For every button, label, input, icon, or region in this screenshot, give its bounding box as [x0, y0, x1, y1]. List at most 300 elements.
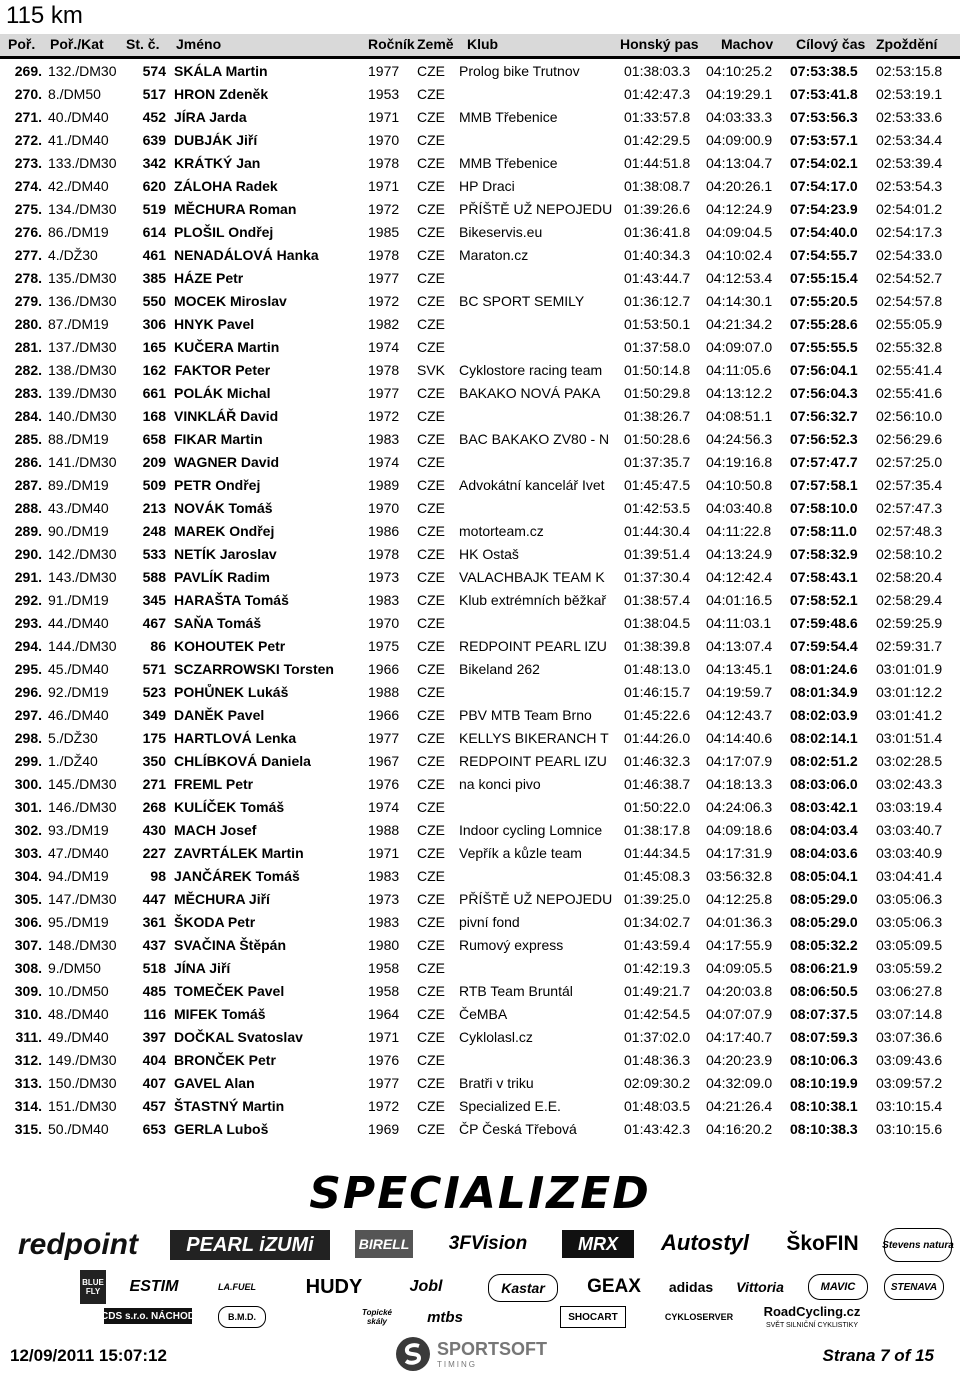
time-behind-cell: 02:53:34.4	[876, 132, 943, 148]
machov-split-cell: 04:14:30.1	[706, 293, 773, 309]
rank-cell: 305.	[14, 891, 42, 907]
category-rank-cell: 92./DM19	[48, 684, 109, 700]
finish-time-cell: 07:56:32.7	[790, 408, 858, 424]
header-zeme: Země	[417, 36, 454, 52]
time-behind-cell: 02:54:52.7	[876, 270, 943, 286]
hp-split-cell: 01:45:08.3	[624, 868, 691, 884]
header-hp: Honský pas	[620, 36, 699, 52]
category-rank-cell: 8./DM50	[48, 86, 101, 102]
country-cell: SVK	[417, 362, 446, 378]
mavic-logo: MAVIC	[808, 1274, 868, 1300]
racer-name-cell: MOCEK Miroslav	[174, 293, 287, 309]
birth-year-cell: 1972	[368, 408, 400, 424]
club-cell: ČeMBA	[459, 1006, 508, 1022]
birth-year-cell: 1970	[368, 500, 400, 516]
machov-split-cell: 04:12:24.9	[706, 201, 773, 217]
hp-split-cell: 01:43:59.4	[624, 937, 691, 953]
category-rank-cell: 40./DM40	[48, 109, 109, 125]
club-cell: PŘÍŠTĚ UŽ NEPOJEDU	[459, 201, 613, 217]
finish-time-cell: 07:56:04.1	[790, 362, 858, 378]
machov-split-cell: 04:17:55.9	[706, 937, 773, 953]
category-rank-cell: 4./DŽ30	[48, 247, 98, 263]
country-cell: CZE	[417, 408, 445, 424]
finish-time-cell: 08:05:29.0	[790, 891, 858, 907]
rank-cell: 304.	[14, 868, 42, 884]
time-behind-cell: 02:57:35.4	[876, 477, 943, 493]
time-behind-cell: 03:05:59.2	[876, 960, 943, 976]
table-row	[0, 129, 960, 152]
racer-name-cell: FIKAR Martin	[174, 431, 263, 447]
country-cell: CZE	[417, 477, 445, 493]
header-machov: Machov	[721, 36, 774, 52]
rank-cell: 314.	[14, 1098, 42, 1114]
topicke-skaly-logo: Topické skály	[362, 1308, 392, 1326]
hp-split-cell: 01:45:22.6	[624, 707, 691, 723]
machov-split-cell: 04:18:13.3	[706, 776, 773, 792]
racer-name-cell: PAVLÍK Radim	[174, 569, 270, 585]
country-cell: CZE	[417, 247, 445, 263]
table-row	[0, 865, 960, 888]
time-behind-cell: 02:53:39.4	[876, 155, 943, 171]
racer-name-cell: SVAČINA Štěpán	[174, 937, 287, 953]
rank-cell: 271.	[14, 109, 42, 125]
category-rank-cell: 5./DŽ30	[48, 730, 98, 746]
country-cell: CZE	[417, 891, 445, 907]
machov-split-cell: 04:08:51.1	[706, 408, 773, 424]
start-number-cell: 518	[142, 960, 166, 976]
rank-cell: 282.	[14, 362, 42, 378]
country-cell: CZE	[417, 661, 445, 677]
birth-year-cell: 1966	[368, 707, 400, 723]
table-row	[0, 612, 960, 635]
table-row	[0, 336, 960, 359]
country-cell: CZE	[417, 86, 445, 102]
hudy-logo: HUDY	[305, 1275, 363, 1298]
start-number-cell: 397	[142, 1029, 166, 1045]
birth-year-cell: 1982	[368, 316, 400, 332]
country-cell: CZE	[417, 132, 445, 148]
time-behind-cell: 02:59:31.7	[876, 638, 943, 654]
finish-time-cell: 08:06:50.5	[790, 983, 858, 999]
country-cell: CZE	[417, 431, 445, 447]
table-row	[0, 1118, 960, 1141]
hp-split-cell: 01:42:54.5	[624, 1006, 691, 1022]
start-number-cell: 350	[142, 753, 166, 769]
time-behind-cell: 03:01:01.9	[876, 661, 943, 677]
birell-logo: BIRELL	[355, 1230, 413, 1258]
racer-name-cell: DUBJÁK Jiří	[174, 132, 258, 148]
start-number-cell: 168	[142, 408, 166, 424]
birth-year-cell: 1972	[368, 201, 400, 217]
pearl-izumi-logo: PEARL iZUMi	[170, 1230, 330, 1260]
machov-split-cell: 04:13:24.9	[706, 546, 773, 562]
club-cell: BAC BAKAKO ZV80 - N	[459, 431, 610, 447]
club-cell: Specialized E.E.	[459, 1098, 561, 1114]
finish-time-cell: 07:53:57.1	[790, 132, 858, 148]
redpoint-logo: redpoint	[18, 1228, 138, 1261]
table-row	[0, 566, 960, 589]
machov-split-cell: 04:13:45.1	[706, 661, 773, 677]
start-number-cell: 509	[142, 477, 166, 493]
hp-split-cell: 01:33:57.8	[624, 109, 691, 125]
hp-split-cell: 01:36:12.7	[624, 293, 691, 309]
rank-cell: 279.	[14, 293, 42, 309]
time-behind-cell: 02:56:29.6	[876, 431, 943, 447]
machov-split-cell: 03:56:32.8	[706, 868, 773, 884]
racer-name-cell: NOVÁK Tomáš	[174, 500, 273, 516]
table-row	[0, 658, 960, 681]
rank-cell: 290.	[14, 546, 42, 562]
finish-time-cell: 08:10:19.9	[790, 1075, 858, 1091]
category-rank-cell: 143./DM30	[48, 569, 117, 585]
racer-name-cell: HNYK Pavel	[174, 316, 255, 332]
category-rank-cell: 50./DM40	[48, 1121, 109, 1137]
shocart-logo: SHOCART	[560, 1306, 626, 1328]
club-cell: Cyklostore racing team	[459, 362, 603, 378]
finish-time-cell: 07:55:15.4	[790, 270, 858, 286]
hp-split-cell: 01:38:39.8	[624, 638, 691, 654]
racer-name-cell: DOČKAL Svatoslav	[174, 1029, 303, 1045]
start-number-cell: 404	[142, 1052, 166, 1068]
rank-cell: 310.	[14, 1006, 42, 1022]
rank-cell: 293.	[14, 615, 42, 631]
birth-year-cell: 1976	[368, 776, 400, 792]
finish-time-cell: 08:06:21.9	[790, 960, 858, 976]
country-cell: CZE	[417, 638, 445, 654]
start-number-cell: 620	[142, 178, 166, 194]
hp-split-cell: 01:39:51.4	[624, 546, 691, 562]
rank-cell: 300.	[14, 776, 42, 792]
category-rank-cell: 146./DM30	[48, 799, 117, 815]
start-number-cell: 653	[142, 1121, 166, 1137]
racer-name-cell: ŠTASTNÝ Martin	[174, 1098, 285, 1114]
start-number-cell: 485	[142, 983, 166, 999]
racer-name-cell: MIFEK Tomáš	[174, 1006, 266, 1022]
stenava-logo: STENAVA	[884, 1274, 944, 1300]
vittoria-logo: Vittoria	[736, 1279, 784, 1295]
hp-split-cell: 01:48:36.3	[624, 1052, 691, 1068]
machov-split-cell: 04:09:07.0	[706, 339, 773, 355]
birth-year-cell: 1977	[368, 730, 400, 746]
finish-time-cell: 08:02:51.2	[790, 753, 858, 769]
time-behind-cell: 02:55:05.9	[876, 316, 943, 332]
country-cell: CZE	[417, 63, 445, 79]
time-behind-cell: 02:54:57.8	[876, 293, 943, 309]
birth-year-cell: 1964	[368, 1006, 400, 1022]
rank-cell: 315.	[14, 1121, 42, 1137]
category-rank-cell: 1./DŽ40	[48, 753, 98, 769]
start-number-cell: 342	[142, 155, 166, 171]
bmd-logo: B.M.D.	[218, 1306, 266, 1328]
hp-split-cell: 01:49:21.7	[624, 983, 691, 999]
birth-year-cell: 1978	[368, 546, 400, 562]
rank-cell: 280.	[14, 316, 42, 332]
start-number-cell: 271	[142, 776, 166, 792]
country-cell: CZE	[417, 707, 445, 723]
hp-split-cell: 01:39:26.6	[624, 201, 691, 217]
rank-cell: 281.	[14, 339, 42, 355]
racer-name-cell: MĚCHURA Roman	[174, 201, 297, 217]
machov-split-cell: 04:10:25.2	[706, 63, 773, 79]
rank-cell: 303.	[14, 845, 42, 861]
table-row	[0, 543, 960, 566]
finish-time-cell: 07:59:54.4	[790, 638, 858, 654]
machov-split-cell: 04:19:16.8	[706, 454, 773, 470]
category-rank-cell: 89./DM19	[48, 477, 109, 493]
category-rank-cell: 42./DM40	[48, 178, 109, 194]
start-number-cell: 658	[142, 431, 166, 447]
finish-time-cell: 07:58:52.1	[790, 592, 858, 608]
machov-split-cell: 04:19:59.7	[706, 684, 773, 700]
table-row	[0, 382, 960, 405]
start-number-cell: 98	[150, 868, 166, 884]
machov-split-cell: 04:09:18.6	[706, 822, 773, 838]
hp-split-cell: 01:50:28.6	[624, 431, 691, 447]
start-number-cell: 268	[142, 799, 166, 815]
birth-year-cell: 1983	[368, 592, 400, 608]
hp-split-cell: 01:48:03.5	[624, 1098, 691, 1114]
birth-year-cell: 1958	[368, 960, 400, 976]
hp-split-cell: 01:50:14.8	[624, 362, 691, 378]
time-behind-cell: 02:54:17.3	[876, 224, 943, 240]
print-timestamp: 12/09/2011 15:07:12	[10, 1346, 167, 1365]
birth-year-cell: 1983	[368, 868, 400, 884]
racer-name-cell: HÁZE Petr	[174, 270, 244, 286]
category-rank-cell: 145./DM30	[48, 776, 117, 792]
specialized-logo: SPECIALIZED	[309, 1167, 651, 1219]
category-rank-cell: 148./DM30	[48, 937, 117, 953]
category-rank-cell: 149./DM30	[48, 1052, 117, 1068]
racer-name-cell: FAKTOR Peter	[174, 362, 271, 378]
time-behind-cell: 03:03:40.9	[876, 845, 943, 861]
rank-cell: 288.	[14, 500, 42, 516]
rank-cell: 306.	[14, 914, 42, 930]
table-row	[0, 60, 960, 83]
category-rank-cell: 10./DM50	[48, 983, 109, 999]
time-behind-cell: 02:55:41.4	[876, 362, 943, 378]
table-header	[0, 34, 960, 56]
time-behind-cell: 03:02:43.3	[876, 776, 943, 792]
start-number-cell: 385	[142, 270, 166, 286]
birth-year-cell: 1966	[368, 661, 400, 677]
machov-split-cell: 04:13:12.2	[706, 385, 773, 401]
birth-year-cell: 1988	[368, 684, 400, 700]
adidas-logo: adidas	[668, 1279, 714, 1295]
club-cell: KELLYS BIKERANCH T	[459, 730, 609, 746]
table-row	[0, 842, 960, 865]
country-cell: CZE	[417, 201, 445, 217]
hp-split-cell: 01:39:25.0	[624, 891, 691, 907]
category-rank-cell: 41./DM40	[48, 132, 109, 148]
hp-split-cell: 01:38:17.8	[624, 822, 691, 838]
start-number-cell: 361	[142, 914, 166, 930]
birth-year-cell: 1976	[368, 1052, 400, 1068]
table-row	[0, 773, 960, 796]
club-cell: BAKAKO NOVÁ PAKA	[459, 385, 601, 401]
start-number-cell: 248	[142, 523, 166, 539]
start-number-cell: 457	[142, 1098, 166, 1114]
rank-cell: 309.	[14, 983, 42, 999]
start-number-cell: 349	[142, 707, 166, 723]
finish-time-cell: 08:07:59.3	[790, 1029, 858, 1045]
category-rank-cell: 87./DM19	[48, 316, 109, 332]
header-st: St. č.	[126, 36, 160, 52]
time-behind-cell: 03:02:28.5	[876, 753, 943, 769]
birth-year-cell: 1977	[368, 270, 400, 286]
finish-time-cell: 07:54:17.0	[790, 178, 858, 194]
machov-split-cell: 04:19:29.1	[706, 86, 773, 102]
table-row	[0, 152, 960, 175]
finish-time-cell: 07:59:48.6	[790, 615, 858, 631]
club-cell: HK Ostaš	[459, 546, 519, 562]
category-rank-cell: 47./DM40	[48, 845, 109, 861]
club-cell: Bratři v triku	[459, 1075, 534, 1091]
time-behind-cell: 03:07:36.6	[876, 1029, 943, 1045]
category-rank-cell: 48./DM40	[48, 1006, 109, 1022]
finish-time-cell: 08:10:38.1	[790, 1098, 858, 1114]
hp-split-cell: 01:44:30.4	[624, 523, 691, 539]
machov-split-cell: 04:09:04.5	[706, 224, 773, 240]
autostyl-logo: Autostyl	[661, 1230, 749, 1255]
category-rank-cell: 95./DM19	[48, 914, 109, 930]
header-rocnik: Ročník	[368, 36, 415, 52]
sportsoft-logo	[395, 1334, 547, 1374]
country-cell: CZE	[417, 1006, 445, 1022]
birth-year-cell: 1986	[368, 523, 400, 539]
table-row	[0, 1072, 960, 1095]
start-number-cell: 162	[142, 362, 166, 378]
table-row	[0, 244, 960, 267]
page-indicator: Strana 7 of 15	[822, 1346, 934, 1365]
time-behind-cell: 03:01:12.2	[876, 684, 943, 700]
start-number-cell: 461	[142, 247, 166, 263]
category-rank-cell: 144./DM30	[48, 638, 117, 654]
birth-year-cell: 1978	[368, 362, 400, 378]
hp-split-cell: 01:50:29.8	[624, 385, 691, 401]
racer-name-cell: ŠKODA Petr	[174, 914, 256, 930]
time-behind-cell: 02:58:20.4	[876, 569, 943, 585]
hp-split-cell: 01:36:41.8	[624, 224, 691, 240]
blue-fly-logo: BLUE FLY	[80, 1270, 106, 1304]
country-cell: CZE	[417, 293, 445, 309]
country-cell: CZE	[417, 845, 445, 861]
hp-split-cell: 01:38:04.5	[624, 615, 691, 631]
time-behind-cell: 03:05:09.5	[876, 937, 943, 953]
finish-time-cell: 08:02:14.1	[790, 730, 858, 746]
rank-cell: 277.	[14, 247, 42, 263]
hp-split-cell: 01:44:34.5	[624, 845, 691, 861]
country-cell: CZE	[417, 592, 445, 608]
rank-cell: 297.	[14, 707, 42, 723]
category-rank-cell: 137./DM30	[48, 339, 117, 355]
rank-cell: 278.	[14, 270, 42, 286]
hp-split-cell: 02:09:30.2	[624, 1075, 691, 1091]
country-cell: CZE	[417, 684, 445, 700]
country-cell: CZE	[417, 454, 445, 470]
category-rank-cell: 44./DM40	[48, 615, 109, 631]
country-cell: CZE	[417, 270, 445, 286]
birth-year-cell: 1972	[368, 1098, 400, 1114]
table-row	[0, 267, 960, 290]
finish-time-cell: 08:03:42.1	[790, 799, 858, 815]
machov-split-cell: 04:10:02.4	[706, 247, 773, 263]
finish-time-cell: 07:56:04.3	[790, 385, 858, 401]
country-cell: CZE	[417, 799, 445, 815]
table-row	[0, 1026, 960, 1049]
category-rank-cell: 9./DM50	[48, 960, 101, 976]
finish-time-cell: 08:04:03.6	[790, 845, 858, 861]
country-cell: CZE	[417, 1052, 445, 1068]
racer-name-cell: HRON Zdeněk	[174, 86, 269, 102]
finish-time-cell: 07:53:56.3	[790, 109, 858, 125]
country-cell: CZE	[417, 109, 445, 125]
finish-time-cell: 08:07:37.5	[790, 1006, 858, 1022]
birth-year-cell: 1977	[368, 385, 400, 401]
category-rank-cell: 90./DM19	[48, 523, 109, 539]
category-rank-cell: 46./DM40	[48, 707, 109, 723]
machov-split-cell: 04:17:31.9	[706, 845, 773, 861]
birth-year-cell: 1958	[368, 983, 400, 999]
machov-split-cell: 04:11:05.6	[706, 362, 772, 378]
club-cell: PBV MTB Team Brno	[459, 707, 592, 723]
rank-cell: 283.	[14, 385, 42, 401]
country-cell: CZE	[417, 178, 445, 194]
time-behind-cell: 03:09:43.6	[876, 1052, 943, 1068]
machov-split-cell: 04:01:16.5	[706, 592, 773, 608]
birth-year-cell: 1989	[368, 477, 400, 493]
racer-name-cell: TOMEČEK Pavel	[174, 983, 285, 999]
header-divider	[0, 56, 960, 59]
start-number-cell: 430	[142, 822, 166, 838]
club-cell: Indoor cycling Lomnice	[459, 822, 603, 838]
country-cell: CZE	[417, 155, 445, 171]
club-cell: VALACHBAJK TEAM K	[459, 569, 605, 585]
geax-logo: GEAX	[587, 1276, 641, 1297]
rank-cell: 308.	[14, 960, 42, 976]
table-row	[0, 957, 960, 980]
birth-year-cell: 1975	[368, 638, 400, 654]
table-row	[0, 428, 960, 451]
hp-split-cell: 01:50:22.0	[624, 799, 691, 815]
rank-cell: 313.	[14, 1075, 42, 1091]
mtbs-logo: mtbs	[427, 1308, 463, 1326]
rank-cell: 301.	[14, 799, 42, 815]
racer-name-cell: SKÁLA Martin	[174, 63, 268, 79]
hp-split-cell: 01:42:29.5	[624, 132, 691, 148]
category-rank-cell: 139./DM30	[48, 385, 117, 401]
start-number-cell: 209	[142, 454, 166, 470]
rank-cell: 276.	[14, 224, 42, 240]
club-cell: Maraton.cz	[459, 247, 529, 263]
birth-year-cell: 1970	[368, 615, 400, 631]
start-number-cell: 165	[142, 339, 166, 355]
rank-cell: 296.	[14, 684, 42, 700]
start-number-cell: 661	[142, 385, 166, 401]
time-behind-cell: 02:57:47.3	[876, 500, 943, 516]
category-rank-cell: 147./DM30	[48, 891, 117, 907]
category-rank-cell: 132./DM30	[48, 63, 117, 79]
start-number-cell: 523	[142, 684, 166, 700]
finish-time-cell: 07:58:43.1	[790, 569, 858, 585]
time-behind-cell: 02:53:54.3	[876, 178, 943, 194]
category-rank-cell: 150./DM30	[48, 1075, 117, 1091]
racer-name-cell: HARTLOVÁ Lenka	[174, 730, 297, 746]
hp-split-cell: 01:38:57.4	[624, 592, 691, 608]
start-number-cell: 639	[142, 132, 166, 148]
birth-year-cell: 1971	[368, 1029, 400, 1045]
birth-year-cell: 1973	[368, 569, 400, 585]
time-behind-cell: 02:59:25.9	[876, 615, 943, 631]
